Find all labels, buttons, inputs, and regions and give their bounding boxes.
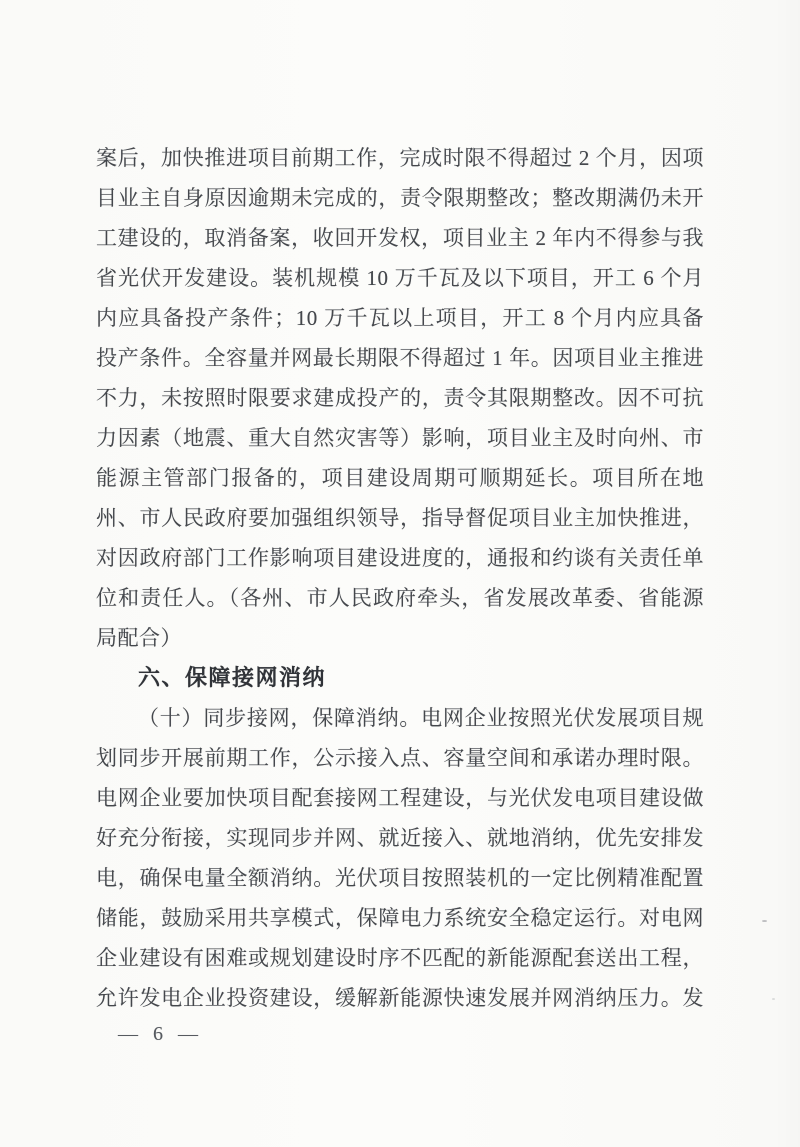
text-line: 允许发电企业投资建设，缓解新能源快速发展并网消纳压力。发 xyxy=(96,986,704,1010)
text-line: 能源主管部门报备的，项目建设周期可顺期延长。项目所在地 xyxy=(96,466,704,490)
text-line: 州、市人民政府要加强组织领导，指导督促项目业主加快推进， xyxy=(96,506,704,530)
text-line: 工建设的，取消备案，收回开发权，项目业主 2 年内不得参与我 xyxy=(96,226,704,250)
text-line: 好充分衔接，实现同步并网、就近接入、就地消纳，优先安排发 xyxy=(96,826,704,850)
text-line: 划同步开展前期工作，公示接入点、容量空间和承诺办理时限。 xyxy=(96,746,704,770)
paragraph xyxy=(96,138,704,658)
text-line: 案后，加快推进项目前期工作，完成时限不得超过 2 个月，因项 xyxy=(96,146,704,170)
text-line: 不力，未按照时限要求建成投产的，责令其限期整改。因不可抗 xyxy=(96,386,704,410)
text-line: 局配合） xyxy=(96,626,182,650)
paragraph xyxy=(96,698,704,1018)
text-line: 内应具备投产条件；10 万千瓦以上项目，开工 8 个月内应具备 xyxy=(96,306,704,330)
text-line: 对因政府部门工作影响项目建设进度的，通报和约谈有关责任单 xyxy=(96,546,704,570)
text-line: 企业建设有困难或规划建设时序不匹配的新能源配套送出工程， xyxy=(96,946,704,970)
page-number: — 6 — xyxy=(118,1023,203,1045)
scan-speckle xyxy=(762,920,767,922)
text-line: 电网企业要加快项目配套接网工程建设，与光伏发电项目建设做 xyxy=(96,786,704,810)
text-line: 目业主自身原因逾期未完成的，责令限期整改；整改期满仍未开 xyxy=(96,186,704,210)
text-line: 电，确保电量全额消纳。光伏项目按照装机的一定比例精准配置 xyxy=(96,866,704,890)
text-line: 投产条件。全容量并网最长期限不得超过 1 年。因项目业主推进 xyxy=(96,346,704,370)
text-line: 储能，鼓励采用共享模式，保障电力系统安全稳定运行。对电网 xyxy=(96,906,704,930)
text-blocks xyxy=(96,138,704,1018)
text-line: 位和责任人。（各州、市人民政府牵头，省发展改革委、省能源 xyxy=(96,586,704,610)
scan-speckle xyxy=(772,998,775,1000)
text-line: 力因素（地震、重大自然灾害等）影响，项目业主及时向州、市 xyxy=(96,426,704,450)
text-line: 省光伏开发建设。装机规模 10 万千瓦及以下项目，开工 6 个月 xyxy=(96,266,704,290)
document-body xyxy=(96,138,704,1018)
section-heading: 六、保障接网消纳 xyxy=(138,665,327,690)
text-line: （十）同步接网，保障消纳。电网企业按照光伏发展项目规 xyxy=(138,706,704,730)
